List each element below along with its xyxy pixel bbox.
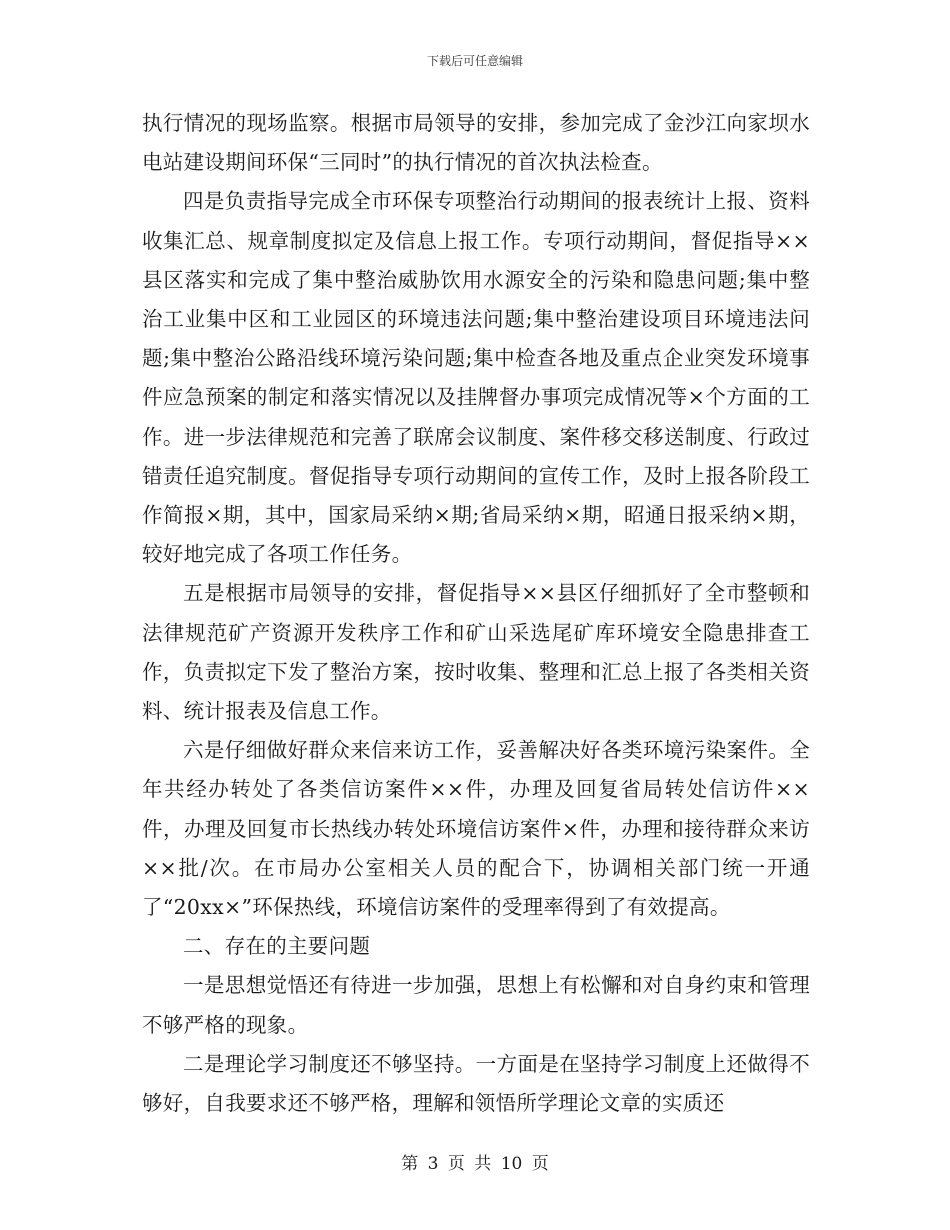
paragraph-item-six: 六是仔细做好群众来信来访工作，妥善解决好各类环境污染案件。全年共经办转处了各类信访案件××件，办理及回复省局转处信访件××件，办理及回复市长热线办转处环境信访案件×件，办理和接待群众来访××批/次。在市局办公室相关人员的配合下，协调相关部门统一开通了“20xx×”环保热线，环境信访案件的受理率得到了有效提高。 — [142, 738, 810, 920]
page-number: 第 3 页 共 10 页 — [401, 1154, 549, 1174]
section-heading-problems: 二、存在的主要问题 — [183, 934, 371, 959]
paragraph-problem-two: 二是理论学习制度还不够坚持。一方面是在坚持学习制度上还做得不够好，自我要求还不够严格，理解和领悟所学理论文章的实质还 — [142, 1051, 810, 1116]
paragraph-problem-one: 一是思想觉悟还有待进一步加强，思想上有松懈和对自身约束和管理不够严格的现象。 — [142, 973, 810, 1037]
paragraph-item-five: 五是根据市局领导的安排，督促指导××县区仔细抓好了全市整顿和法律规范矿产资源开发秩序工作和矿山采选尾矿库环境安全隐患排查工作，负责拟定下发了整治方案，按时收集、整理和汇总上报了各类相关资料、统计报表及信息工作。 — [142, 581, 810, 724]
page-header-note: 下载后可任意编辑 — [426, 54, 523, 68]
paragraph-item-four: 四是负责指导完成全市环保专项整治行动期间的报表统计上报、资料收集汇总、规章制度拟定及信息上报工作。专项行动期间，督促指导××县区落实和完成了集中整治威胁饮用水源安全的污染和隐患问题;集中整治工业集中区和工业园区的环境违法问题;集中整治建设项目环境违法问题;集中整治公路沿线环境污染问题;集中检查各地及重点企业突发环境事件应急预案的制定和落实情况以及挂牌督办事项完成情况等×个方面的工作。进一步法律规范和完善了联席会议制度、案件移交移送制度、行政过错责任追究制度。督促指导专项行动期间的宣传工作，及时上报各阶段工作简报×期，其中，国家局采纳×期;省局采纳×期，昭通日报采纳×期，较好地完成了各项工作任务。 — [142, 189, 810, 567]
paragraph-continuation: 执行情况的现场监察。根据市局领导的安排，参加完成了金沙江向家坝水电站建设期间环保“三同时”的执行情况的首次执法检查。 — [142, 111, 810, 175]
document-body — [142, 104, 810, 1123]
